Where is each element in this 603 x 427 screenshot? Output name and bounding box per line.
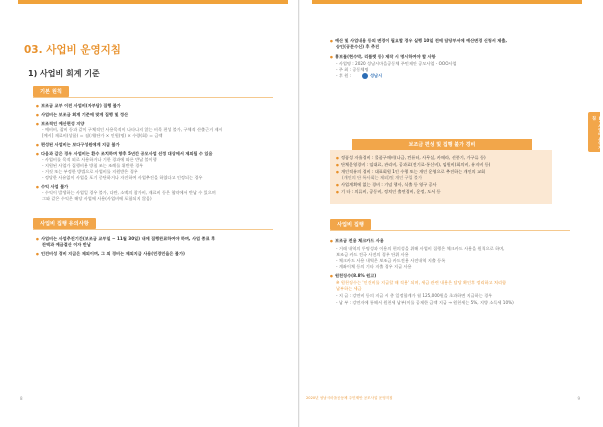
left-page	[0, 0, 299, 427]
top-accent-bar	[18, 0, 288, 4]
expense-line: ● 기 타 : 의류비, 공동비, 정치인 출연경비, 운정, 도서 등	[336, 189, 441, 196]
execution-heading: 사업비 집행	[330, 219, 371, 230]
principle-line: ● 편성된 사업비는 보다구성원에게 지급 불가	[36, 142, 120, 149]
principle-sub-line: - 수익이 발생하는 사업일 경우 불가, 다만, 소액의 참가비, 재료비 등은 협약에서 반납 수 있으며	[42, 190, 216, 195]
non-allowed-expense-heading: 보조금 편성 및 집행 불가 경비	[352, 139, 532, 150]
heading-rule	[33, 229, 273, 230]
exec-sub-line: - 지 급 : 강연비 등의 지급 시 총 일정합계가 월 125,000원을 초과하면 지급하는 경우	[336, 293, 493, 298]
side-tab-label: Ⅲ. 사업비 운영지침	[592, 116, 603, 150]
caution-line: ● 인건비성 경비 지급은 제외이며, 그 외 경비는 제외지급 사용(민경민을은 불가)	[36, 251, 185, 258]
section-title: 1) 사업비 회계 기준	[28, 69, 100, 78]
exec-sub-line: - 납 부 : 강연자에 통해서 원천세 납부(이를 공제한 금액 지급 → 원천세는 5%, 지방 소득세 10%)	[336, 300, 514, 305]
principle-line: ● 사업비는 보조금 회계 기준에 맞게 집행 및 정산	[36, 112, 128, 119]
expense-line: ● 사업계획에 없는 경비 : 기념 행사, 식출 등 영구 공사	[336, 182, 437, 189]
exec-line: ● 원천징수(8.8% 원고)	[330, 273, 376, 280]
caution-line: ● 사업비는 사업추진기간(보조금 교부일 ~ 11월 30일) 내에 집행완료하여야 하며, 사업 종료 후	[36, 236, 215, 243]
exec-sub-line: - 거래 내역의 투명성과 이용의 편의성을 위해 사업비 집행은 체크카드 사용을 원칙으로 하며,	[336, 246, 505, 251]
body-sub-line: - 후 원 :	[336, 73, 352, 78]
principle-sub-line: - 예비비, 잡비 등과 같이 구체적인 사용목적이 나타나지 않는 비목 편성 불가, 구체적 산출근거 제시	[42, 127, 223, 132]
principle-sub-line: [예시] 재료비(상품) ＝ 짐(개)단가 × 인원(명) × 수량(회) ＝ 금액	[42, 133, 163, 138]
sponsor-logo-text: 성남시	[370, 73, 383, 78]
page-number: 9	[577, 396, 580, 401]
page-number: 8	[20, 396, 23, 401]
principle-sub-line: 그와 같은 수익은 해당 사업에 사용(사업비에 포함되지 않음)	[42, 196, 152, 201]
principle-sub-line: - 거짓 또는 부정한 방법으로 사업비를 지원받은 경우	[42, 169, 138, 174]
expense-sub-line: (개인의 단 특사회는 제외)및 개인 구입 불가	[342, 175, 423, 180]
principle-line: ● 다음과 같은 경우 사업비는 환수 조치하며 향후 5년간 공모사업 선정 대상에서 제외될 수 있음	[36, 151, 213, 158]
exec-note-line: ※ 원천징수는 '인건비를 지급할 때 적용' 되며, 세금 관련 내용은 담당 확인후 정리하고 처리함	[336, 280, 507, 285]
expense-line: ● 정품성 자율경비 : 물품구매비(나금, 컨퓨터, 사무실, 카메라, 선풍기, 가구류 등)	[336, 155, 486, 162]
body-line: ● 예산 및 사업내용 등의 변경이 필요할 경우 실행 10일 전에 담당부서에 예산변경 신청서 제출,	[330, 38, 507, 45]
principle-line: ● 보조적인 예산편성 지양	[36, 121, 84, 128]
exec-sub-line: - 계좌이체 등의 기타 지출 경우 지급 사용	[336, 264, 412, 269]
principle-line: ● 수익 사업 불가	[36, 184, 68, 191]
exec-note-line: 납부하는 세금	[336, 286, 362, 291]
body-line: 승인(공문수신) 후 추진	[336, 44, 380, 49]
exec-sub-line: 보조금 카드 전국 사전의 경우 단위 사용	[336, 252, 409, 257]
principle-sub-line: - 사업비를 목적 외로 사용하거나 기한 경과에 따른 반납 불이행	[42, 157, 157, 162]
footer-text: 2020년 성남시마을공동체 주민제안 공모사업 운영지침	[306, 396, 393, 400]
principle-line: ● 보조금 교부 이전 사업비(자부담) 집행 불가	[36, 103, 121, 110]
expense-line: ● 단체운영경비 : 임대료, 관리비, 공과료(전기료·통신비), 임원비(회의비, 유지비 등)	[336, 162, 490, 169]
body-line: ● 홍보물(현수막, 리플렛 등) 제작 시 명시하여야 할 사항	[330, 54, 436, 61]
city-logo-icon	[362, 73, 368, 79]
chapter-title: 03. 사업비 운영지침	[24, 44, 121, 56]
caution-line: 잔액과 예금결산 이자 반납	[42, 242, 91, 247]
body-sub-line: - 주 최 : 공동체명	[336, 67, 369, 72]
caution-heading: 사업비 집행 유의사항	[33, 218, 96, 229]
chapter-side-tab	[588, 112, 603, 152]
principle-sub-line: - 정당한 사유없이 사업을 포기 중단하거나 자진하여 사업추진을 하였다고 인정되는 경우	[42, 175, 203, 180]
principle-sub-line: - 지원된 사업가 집행비용 방침 조는 조례를 위반한 경우	[42, 163, 144, 168]
sponsor-logo	[362, 73, 382, 79]
basic-principle-heading: 기본 원칙	[33, 86, 69, 97]
exec-line: ● 보조금 전용 체크카드 사용	[330, 238, 384, 245]
heading-rule	[33, 97, 273, 98]
expense-line: ● 개인적유의 경비 : 대표회원 1인 수행 또는 개인 운영으로 추진하는 개인의 교회	[336, 169, 485, 176]
body-sub-line: - 사업명 : 2020 성남시마을공동체 주민제안 공모사업 - OOO사업	[336, 61, 457, 66]
exec-sub-line: - 체크카드 사용 내역은 보조금 카드전용 사전내역 지출 등록	[336, 258, 446, 263]
heading-rule	[330, 230, 570, 231]
right-page	[300, 0, 603, 427]
top-accent-bar	[312, 0, 582, 4]
